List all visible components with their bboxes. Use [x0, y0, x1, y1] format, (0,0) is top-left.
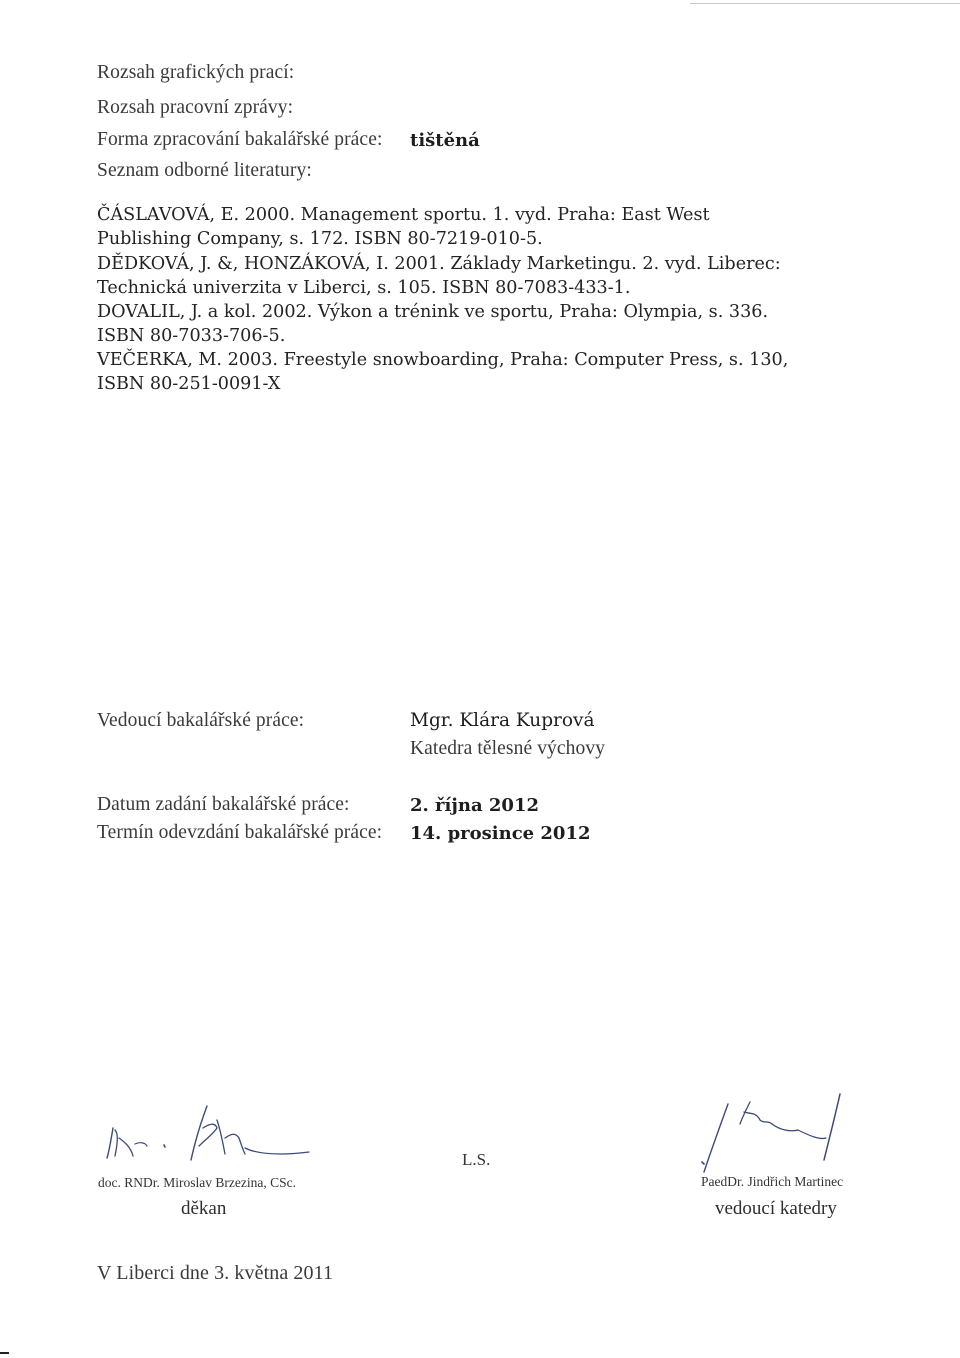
dean-signature [95, 1098, 325, 1168]
literature-line: Technická univerzita v Liberci, s. 105. ISBN 80-7083-433-1. [97, 278, 631, 298]
literature-line: ČÁSLAVOVÁ, E. 2000. Management sportu. 1. vyd. Praha: East West [97, 205, 710, 225]
dean-role: děkan [181, 1198, 227, 1219]
graphics-scope-label: Rozsah grafických prací: [97, 62, 295, 83]
literature-line: VEČERKA, M. 2003. Freestyle snowboarding, Praha: Computer Press, s. 130, [97, 350, 789, 370]
supervisor-department: Katedra tělesné výchovy [410, 738, 606, 759]
literature-label: Seznam odborné literatury: [97, 160, 312, 181]
dean-name: doc. RNDr. Miroslav Brzezina, CSc. [98, 1175, 296, 1190]
due-date-label: Termín odevzdání bakalářské práce: [97, 822, 383, 843]
report-scope-label: Rozsah pracovní zprávy: [97, 97, 294, 118]
literature-line: DĚDKOVÁ, J. &, HONZÁKOVÁ, I. 2001. Základy Marketingu. 2. vyd. Liberec: [97, 254, 781, 274]
supervisor-label: Vedoucí bakalářské práce: [97, 710, 305, 731]
literature-line: ISBN 80-251-0091-X [97, 374, 281, 394]
form-label: Forma zpracování bakalářské práce: [97, 129, 383, 150]
literature-line: DOVALIL, J. a kol. 2002. Výkon a trénink ve sportu, Praha: Olympia, s. 336. [97, 302, 769, 322]
head-name: PaedDr. Jindřich Martinec [701, 1174, 844, 1189]
due-date-value: 14. prosince 2012 [410, 823, 591, 844]
literature-line: ISBN 80-7033-706-5. [97, 326, 286, 346]
place-date: V Liberci dne 3. května 2011 [97, 1262, 334, 1284]
assigned-date-value: 2. října 2012 [410, 795, 540, 816]
top-edge-line [690, 3, 960, 4]
supervisor-name: Mgr. Klára Kuprová [410, 710, 595, 731]
assigned-date-label: Datum zadání bakalářské práce: [97, 794, 350, 815]
head-signature [690, 1090, 890, 1180]
edge-mark [0, 1352, 9, 1354]
seal-mark: L.S. [462, 1150, 491, 1169]
head-role: vedoucí katedry [715, 1198, 837, 1219]
form-value: tištěná [410, 130, 480, 151]
literature-line: Publishing Company, s. 172. ISBN 80-7219-010-5. [97, 229, 543, 249]
